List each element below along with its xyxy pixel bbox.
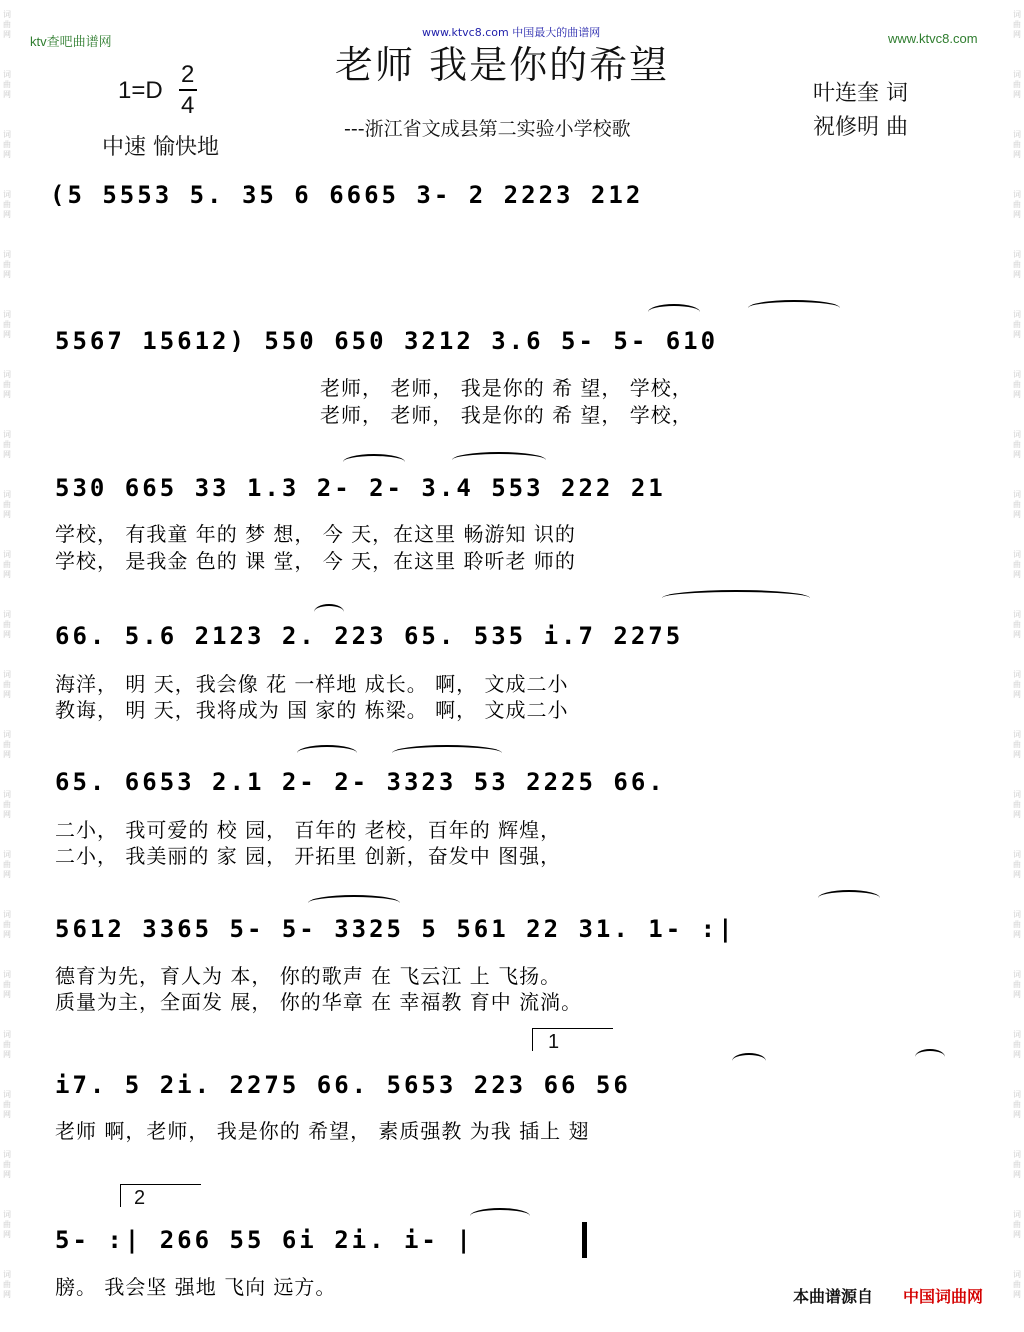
- side-watermark-text: 词 曲 网: [3, 1090, 11, 1119]
- notation-line-6: 5612 3365 5- 5- 3325 5 561 22 31. 1- :|: [55, 915, 736, 943]
- lyrics-line-6-verse-2: 质量为主，全面发 展， 你的华章 在 幸福教 育中 流淌。: [55, 990, 583, 1014]
- side-watermark-text: 词 曲 网: [1013, 1210, 1021, 1239]
- side-watermark-text: 词 曲 网: [3, 910, 11, 939]
- side-watermark-text: 词 曲 网: [1013, 550, 1021, 579]
- slur: [470, 1208, 530, 1224]
- final-barline: [582, 1222, 587, 1258]
- notation-line-7: i7. 5 2i. 2275 66. 5653 223 66 56: [55, 1071, 631, 1099]
- site-link-right[interactable]: www.ktvc8.com: [888, 31, 978, 46]
- key-signature: 1=D: [118, 77, 163, 104]
- side-watermark-text: 词 曲 网: [3, 1030, 11, 1059]
- notation-line-8: 5- :| 266 55 6i 2i. i- |: [55, 1226, 474, 1254]
- side-watermark-text: 词 曲 网: [1013, 790, 1021, 819]
- side-watermark-text: 词 曲 网: [3, 550, 11, 579]
- slur: [392, 745, 502, 761]
- slur: [662, 590, 810, 606]
- footer-source-link[interactable]: 中国词曲网: [903, 1287, 984, 1306]
- side-watermark-text: 词 曲 网: [3, 250, 11, 279]
- side-watermark-text: 词 曲 网: [3, 130, 11, 159]
- side-watermark-text: 词 曲 网: [1013, 310, 1021, 339]
- lyrics-line-6-verse-1: 德育为先，育人为 本， 你的歌声 在 飞云江 上 飞扬。: [55, 964, 562, 988]
- top-center-watermark: www.ktvc8.com 中国最大的曲谱网: [422, 26, 601, 39]
- side-watermark-text: 词 曲 网: [1013, 670, 1021, 699]
- side-watermark-text: 词 曲 网: [1013, 430, 1021, 459]
- side-watermark-text: 词 曲 网: [1013, 1090, 1021, 1119]
- side-watermark-text: 词 曲 网: [3, 730, 11, 759]
- side-watermark-text: 词 曲 网: [1013, 730, 1021, 759]
- notation-line-4: 66. 5.6 2123 2. 223 65. 535 i.7 2275: [55, 622, 684, 650]
- song-title: 老师 我是你的希望: [335, 43, 670, 87]
- side-watermark-text: 词 曲 网: [3, 370, 11, 399]
- lyrics-line-4-verse-2: 教诲， 明 天，我将成为 国 家的 栋梁。 啊， 文成二小: [55, 698, 569, 722]
- side-watermark-text: 词 曲 网: [3, 490, 11, 519]
- side-watermark-text: 词 曲 网: [3, 70, 11, 99]
- slur: [452, 452, 546, 468]
- volta-bracket-1: [532, 1028, 613, 1051]
- slur: [732, 1053, 766, 1069]
- side-watermark-text: 词 曲 网: [1013, 1030, 1021, 1059]
- side-watermark-text: 词 曲 网: [1013, 190, 1021, 219]
- side-watermark-text: 词 曲 网: [3, 430, 11, 459]
- side-watermark-text: 词 曲 网: [1013, 70, 1021, 99]
- side-watermark-text: 词 曲 网: [1013, 490, 1021, 519]
- volta-number-1: 1: [548, 1031, 560, 1053]
- left-watermark-strip: [0, 0, 14, 1332]
- slur: [915, 1049, 945, 1065]
- lyrics-line-4-verse-1: 海洋， 明 天，我会像 花 一样地 成长。 啊， 文成二小: [55, 672, 569, 696]
- lyrics-line-2-verse-1: 老师， 老师， 我是你的 希 望， 学校，: [320, 376, 693, 400]
- lyrics-line-7: 老师 啊，老师， 我是你的 希望， 素质强教 为我 插上 翅: [55, 1119, 590, 1143]
- lyrics-line-5-verse-2: 二小， 我美丽的 家 园， 开拓里 创新，奋发中 图强，: [55, 844, 562, 868]
- time-signature-bottom: 4: [181, 92, 195, 119]
- volta-bracket-2: [120, 1184, 201, 1207]
- volta-number-2: 2: [134, 1187, 146, 1209]
- side-watermark-text: 词 曲 网: [3, 1150, 11, 1179]
- lyrics-line-3-verse-1: 学校， 有我童 年的 梦 想， 今 天，在这里 畅游知 识的: [55, 522, 576, 546]
- lyrics-line-2-verse-2: 老师， 老师， 我是你的 希 望， 学校，: [320, 403, 693, 427]
- site-link-left[interactable]: ktv查吧曲谱网: [30, 34, 112, 49]
- lyrics-line-5-verse-1: 二小， 我可爱的 校 园， 百年的 老校，百年的 辉煌，: [55, 818, 562, 842]
- slur: [818, 890, 880, 906]
- side-watermark-text: 词 曲 网: [3, 970, 11, 999]
- composer: 祝修明 曲: [813, 115, 908, 140]
- side-watermark-text: 词 曲 网: [3, 310, 11, 339]
- slur: [297, 745, 357, 761]
- side-watermark-text: 词 曲 网: [3, 850, 11, 879]
- tempo-marking: 中速 愉快地: [102, 135, 219, 160]
- side-watermark-text: 词 曲 网: [3, 670, 11, 699]
- side-watermark-text: 词 曲 网: [3, 190, 11, 219]
- side-watermark-text: 词 曲 网: [3, 610, 11, 639]
- subtitle: ---浙江省文成县第二实验小学校歌: [344, 118, 631, 140]
- notation-line-2: 5567 15612) 550 650 3212 3.6 5- 5- 610: [55, 327, 719, 355]
- lyrics-line-3-verse-2: 学校， 是我金 色的 课 堂， 今 天，在这里 聆听老 师的: [55, 549, 576, 573]
- slur: [648, 304, 700, 320]
- side-watermark-text: 词 曲 网: [3, 1270, 11, 1299]
- time-signature-top: 2: [181, 61, 195, 88]
- lyricist: 叶连奎 词: [813, 81, 908, 106]
- footer-source-label: 本曲谱源自: [793, 1287, 874, 1306]
- side-watermark-text: 词 曲 网: [1013, 10, 1021, 39]
- side-watermark-text: 词 曲 网: [3, 790, 11, 819]
- side-watermark-text: 词 曲 网: [1013, 610, 1021, 639]
- lyrics-line-8: 膀。 我会坚 强地 飞向 远方。: [55, 1275, 337, 1299]
- slur: [314, 604, 344, 620]
- slur: [308, 895, 400, 911]
- slur: [748, 300, 840, 316]
- side-watermark-text: 词 曲 网: [1013, 130, 1021, 159]
- side-watermark-text: 词 曲 网: [1013, 910, 1021, 939]
- side-watermark-text: 词 曲 网: [1013, 850, 1021, 879]
- notation-line-1: (5 5553 5. 35 6 6665 3- 2 2223 212: [50, 181, 644, 209]
- side-watermark-text: 词 曲 网: [1013, 250, 1021, 279]
- side-watermark-text: 词 曲 网: [3, 1210, 11, 1239]
- side-watermark-text: 词 曲 网: [1013, 1150, 1021, 1179]
- right-watermark-strip: [1010, 0, 1024, 1332]
- time-signature-line: [179, 89, 197, 91]
- side-watermark-text: 词 曲 网: [3, 10, 11, 39]
- side-watermark-text: 词 曲 网: [1013, 1270, 1021, 1299]
- notation-line-5: 65. 6653 2.1 2- 2- 3323 53 2225 66.: [55, 768, 666, 796]
- notation-line-3: 530 665 33 1.3 2- 2- 3.4 553 222 21: [55, 474, 666, 502]
- slur: [343, 454, 405, 470]
- side-watermark-text: 词 曲 网: [1013, 370, 1021, 399]
- side-watermark-text: 词 曲 网: [1013, 970, 1021, 999]
